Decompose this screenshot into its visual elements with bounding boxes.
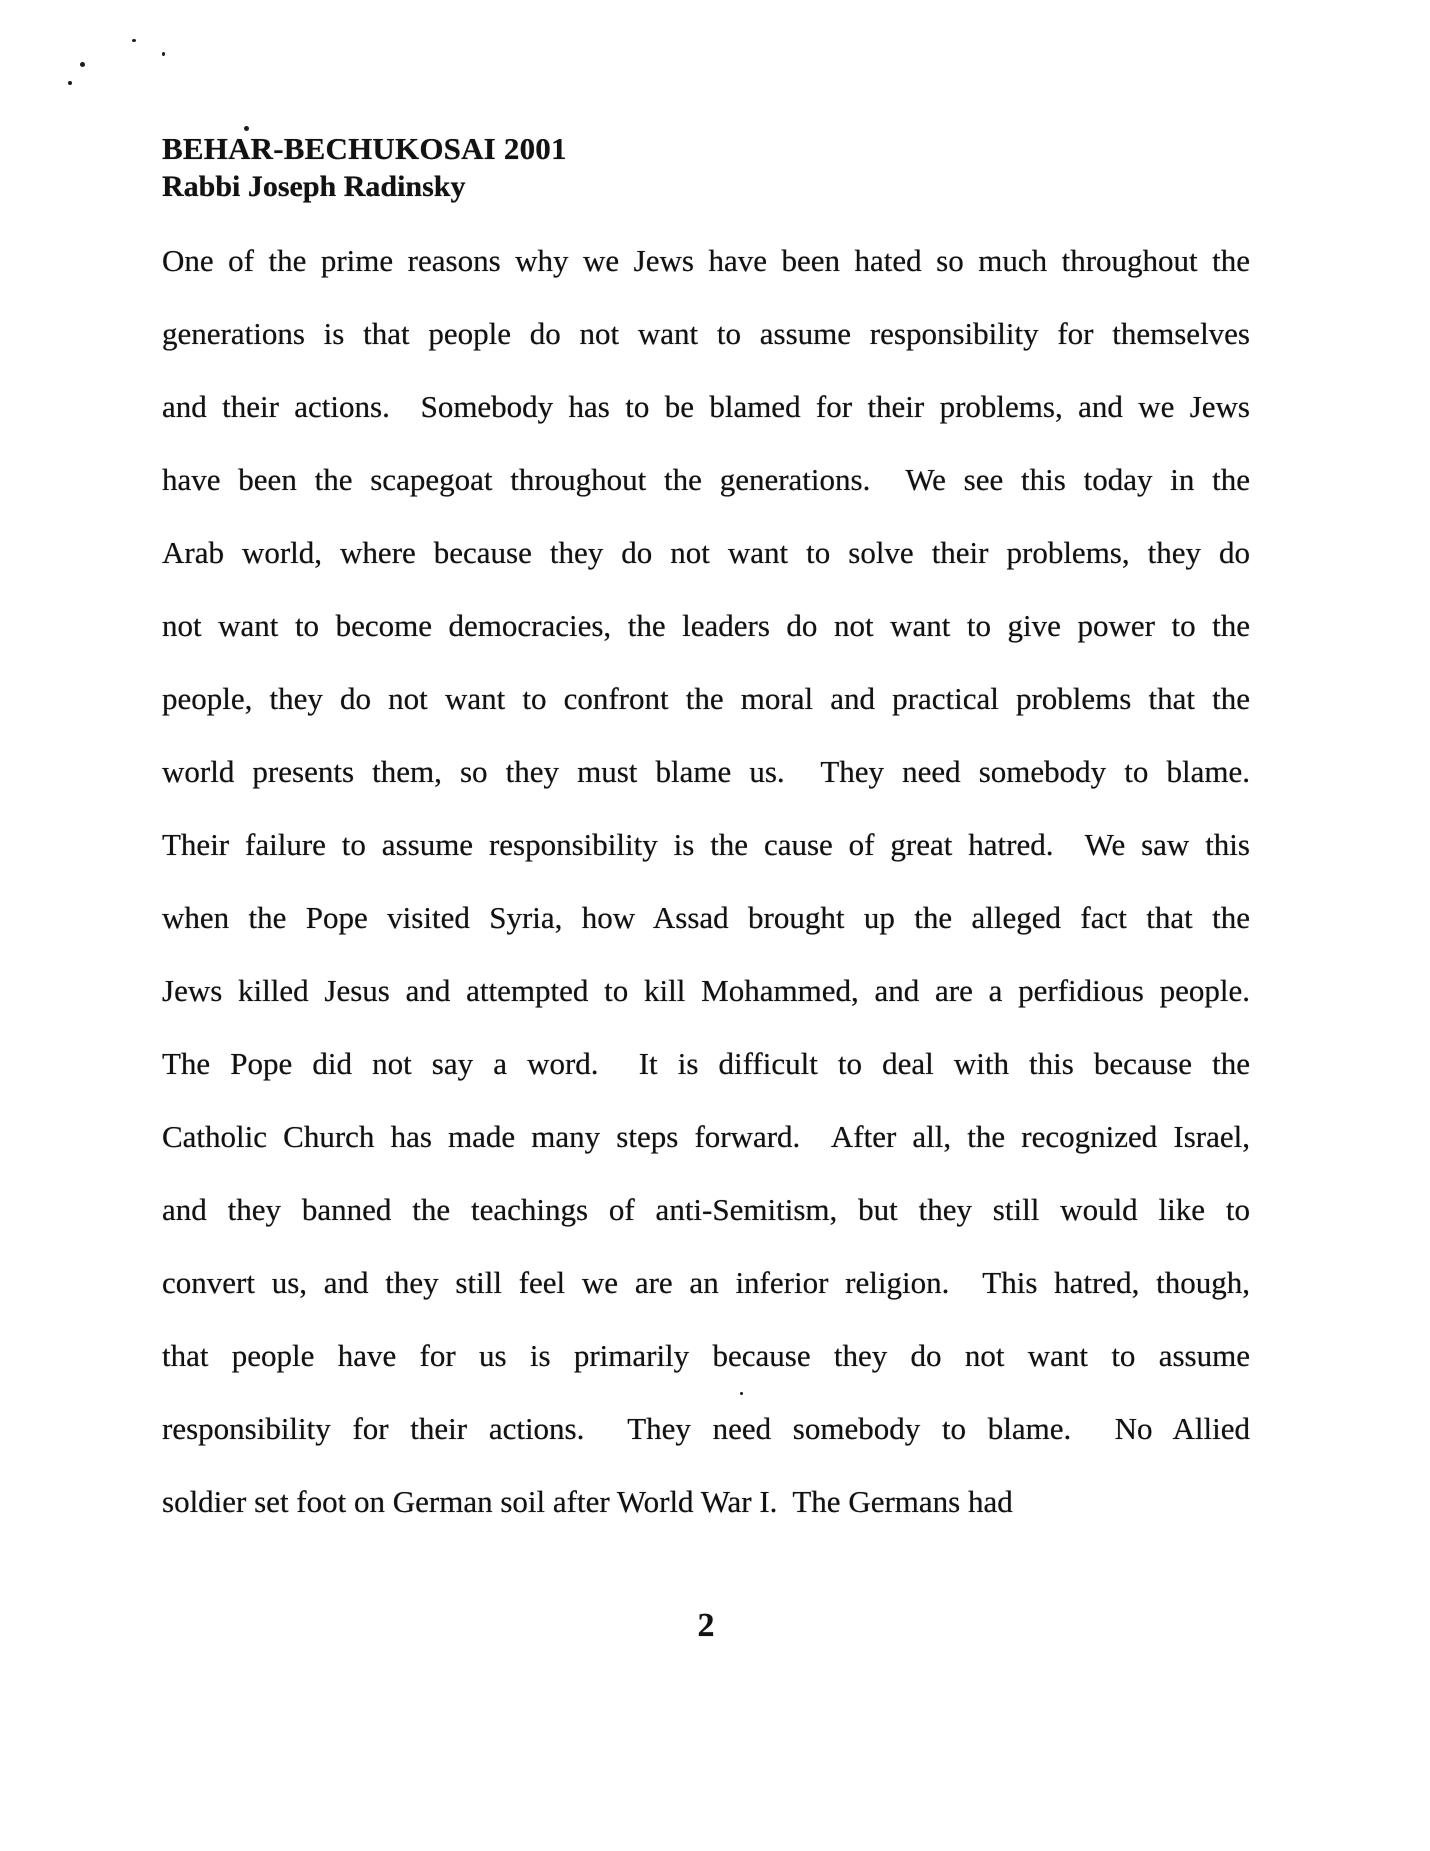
text-line: Jews killed Jesus and attempted to kill Mohammed, and are a perfidious people.	[162, 973, 1250, 1008]
text-line: convert us, and they still feel we are an inferior religion. This hatred, though,	[162, 1265, 1250, 1300]
document-author: Rabbi Joseph Radinsky	[162, 170, 466, 203]
scan-speck	[80, 62, 85, 67]
scan-speck	[68, 81, 72, 85]
text-line: Their failure to assume responsibility is the cause of great hatred. We saw this	[162, 827, 1250, 862]
text-line: The Pope did not say a word. It is difficult to deal with this because the	[162, 1046, 1250, 1081]
document-header	[162, 130, 1250, 205]
text-line: One of the prime reasons why we Jews have been hated so much throughout the	[162, 243, 1250, 278]
page-number: 2	[697, 1607, 715, 1644]
text-line: soldier set foot on German soil after World War I. The Germans had	[162, 1484, 1013, 1519]
text-line: world presents them, so they must blame us. They need somebody to blame.	[162, 754, 1250, 789]
document-title: BEHAR-BECHUKOSAI 2001	[162, 131, 567, 166]
text-line: responsibility for their actions. They need somebody to blame. No Allied	[162, 1411, 1250, 1446]
scan-speck	[162, 52, 165, 56]
text-line: and their actions. Somebody has to be blamed for their problems, and we Jews	[162, 389, 1250, 424]
text-line: not want to become democracies, the leaders do not want to give power to the	[162, 608, 1250, 643]
text-line: and they banned the teachings of anti-Semitism, but they still would like to	[162, 1192, 1250, 1227]
text-line: people, they do not want to confront the moral and practical problems that the	[162, 681, 1250, 716]
text-line: generations is that people do not want to assume responsibility for themselves	[162, 316, 1250, 351]
text-line: Arab world, where because they do not want to solve their problems, they do	[162, 535, 1250, 570]
document-body	[162, 224, 1250, 1538]
scan-speck	[132, 39, 136, 42]
text-line: Catholic Church has made many steps forward. After all, the recognized Israel,	[162, 1119, 1250, 1154]
text-line: that people have for us is primarily because they do not want to assume	[162, 1338, 1250, 1373]
text-line: when the Pope visited Syria, how Assad brought up the alleged fact that the	[162, 900, 1250, 935]
text-line: have been the scapegoat throughout the generations. We see this today in the	[162, 462, 1250, 497]
